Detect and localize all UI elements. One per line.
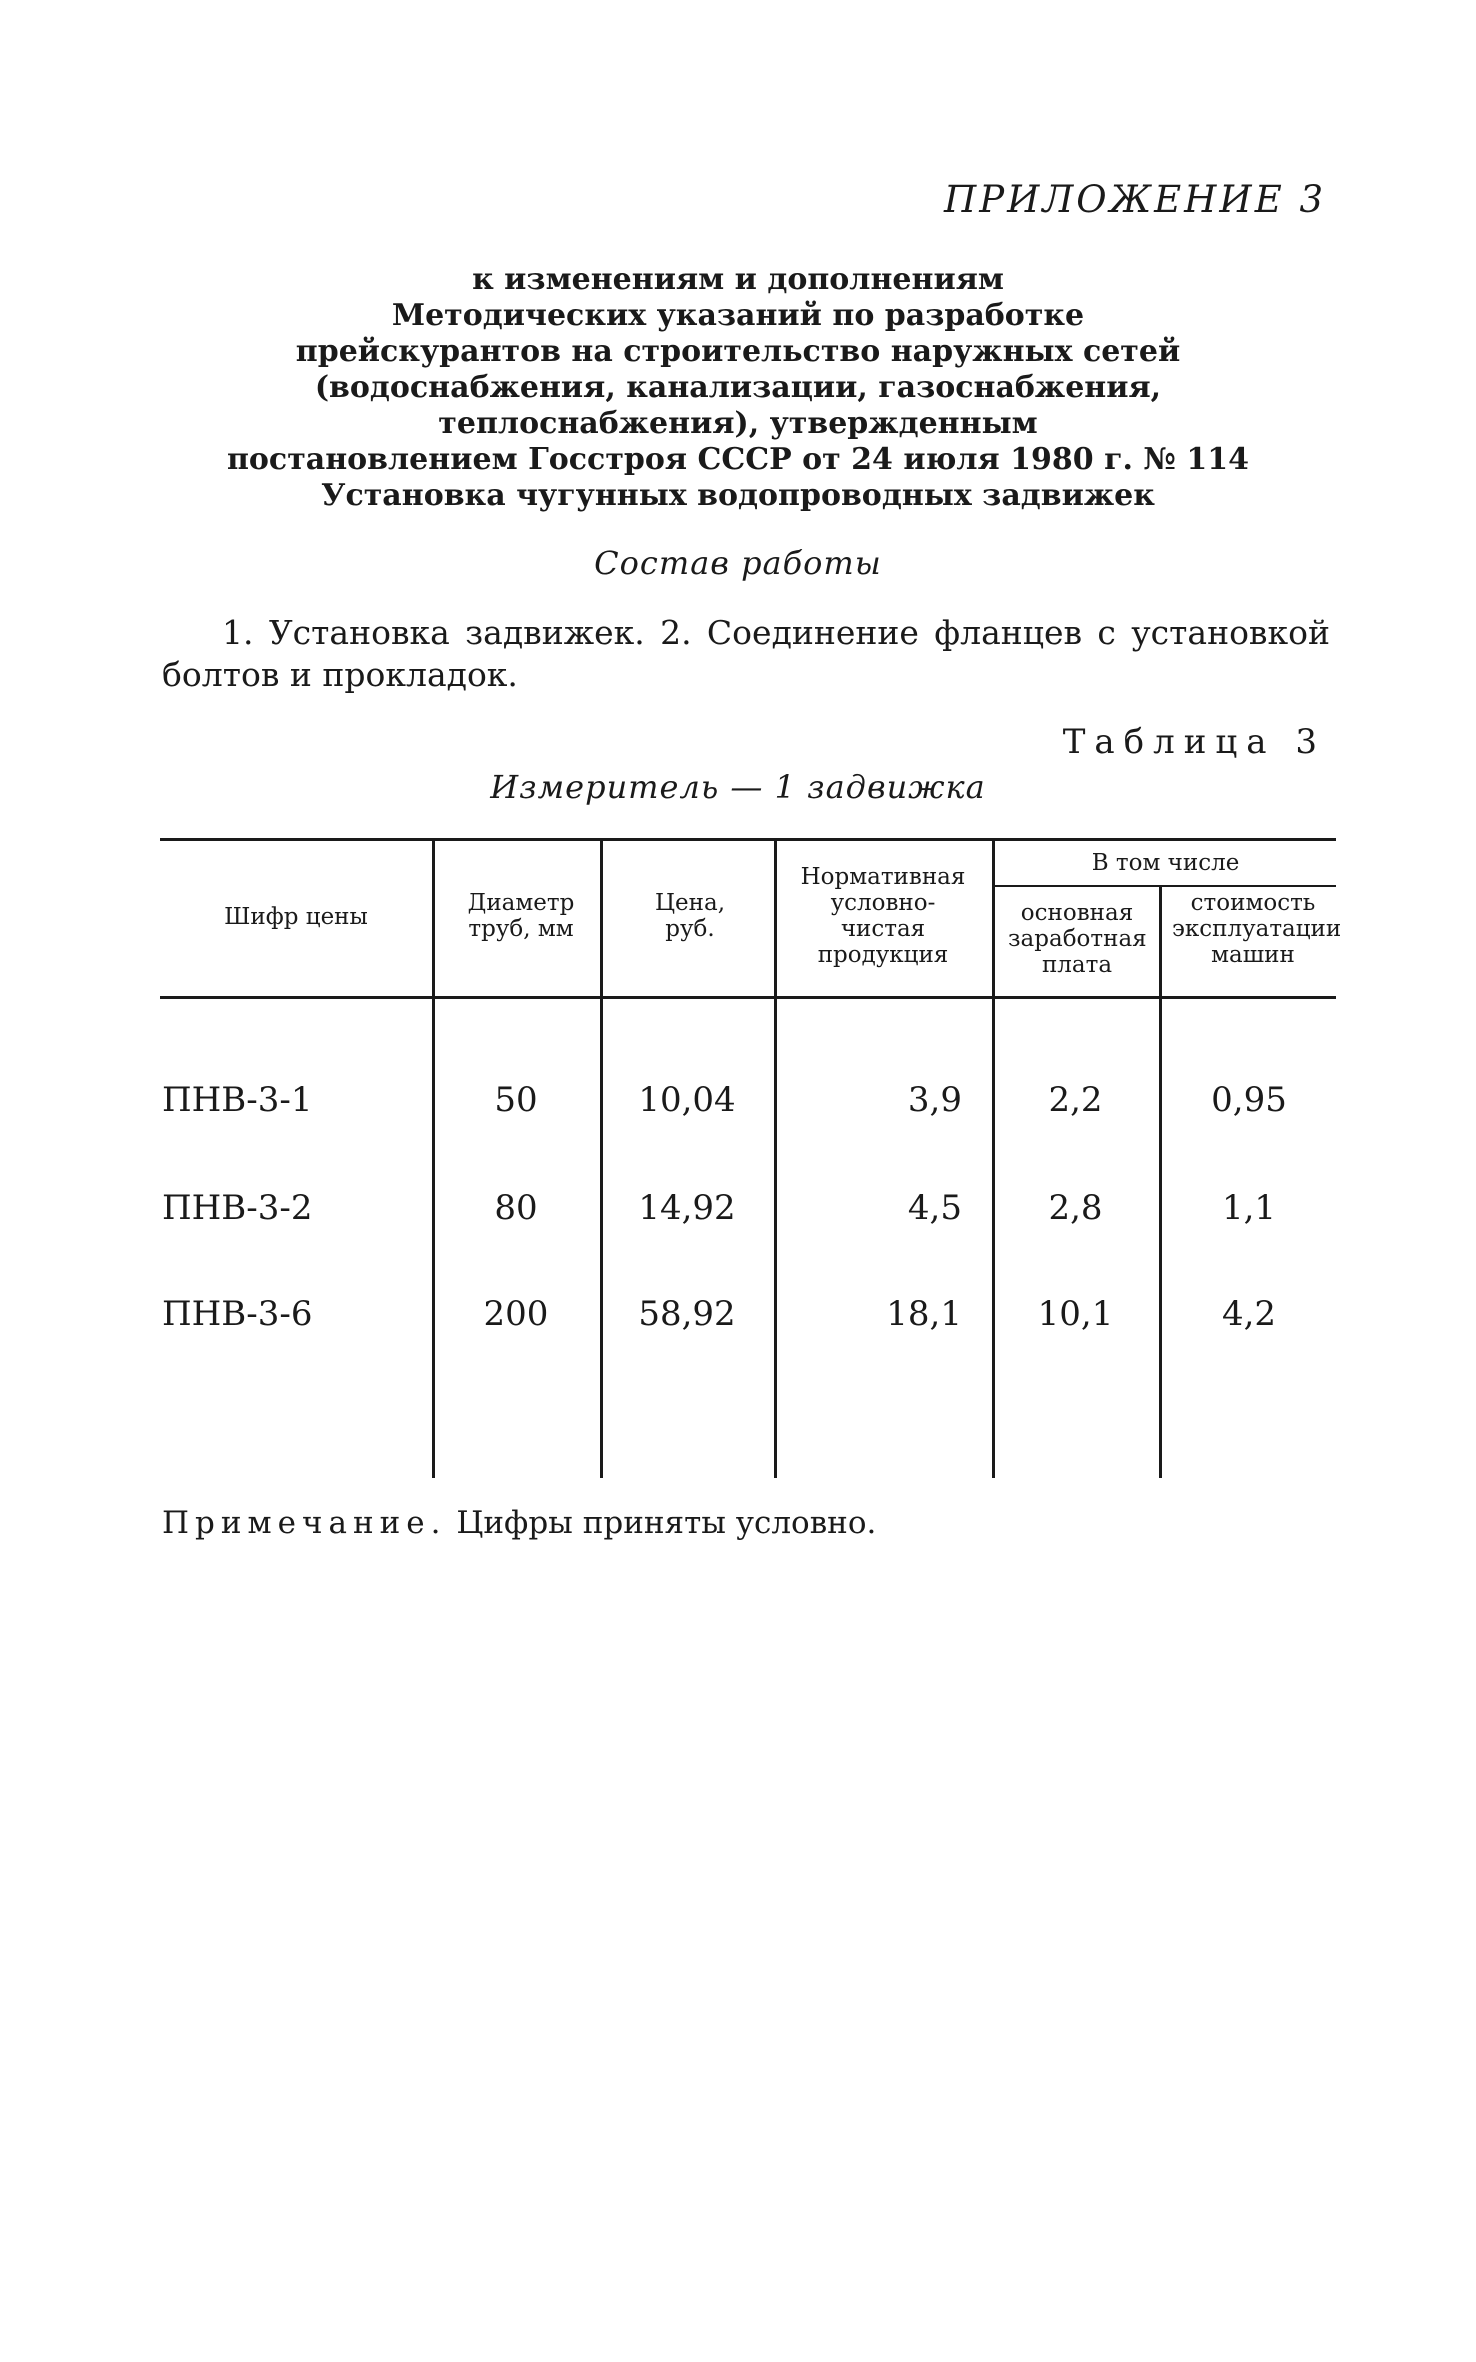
cell-code: ПНВ-3-2 bbox=[162, 1188, 313, 1228]
cell-code: ПНВ-3-6 bbox=[162, 1294, 313, 1334]
table-label: Таблица 3 bbox=[1062, 722, 1326, 762]
cell-diameter: 50 bbox=[494, 1080, 538, 1120]
table-column-divider bbox=[1159, 886, 1162, 1478]
header-including: В том числе bbox=[1091, 850, 1240, 876]
heading-line: Методических указаний по разработке bbox=[391, 298, 1085, 333]
table-column-divider bbox=[432, 838, 435, 1478]
cell-production: 18,1 bbox=[886, 1294, 962, 1334]
cell-production: 3,9 bbox=[907, 1080, 962, 1120]
appendix-label: ПРИЛОЖЕНИЕ 3 bbox=[943, 178, 1326, 221]
cell-price: 58,92 bbox=[638, 1294, 736, 1334]
work-composition-title: Состав работы bbox=[594, 544, 882, 582]
cell-wages: 10,1 bbox=[1037, 1294, 1114, 1334]
table-column-divider bbox=[774, 838, 777, 1478]
table-note bbox=[162, 1505, 876, 1541]
cell-diameter: 80 bbox=[494, 1188, 538, 1228]
cell-price: 14,92 bbox=[638, 1188, 736, 1228]
header-wages: основная заработная плата bbox=[1008, 900, 1147, 978]
header-code: Шифр цены bbox=[224, 904, 368, 930]
cell-machines: 4,2 bbox=[1221, 1294, 1277, 1334]
header-diameter: Диаметр труб, мм bbox=[467, 890, 575, 942]
heading-line: Установка чугунных водопроводных задвижек bbox=[321, 478, 1155, 513]
note-text: Цифры приняты условно. bbox=[456, 1505, 877, 1541]
cell-diameter: 200 bbox=[483, 1294, 549, 1334]
table-subheader-rule bbox=[992, 885, 1336, 887]
cell-machines: 0,95 bbox=[1211, 1080, 1287, 1120]
table-top-rule bbox=[160, 838, 1336, 841]
note-label: Примечание. bbox=[162, 1505, 447, 1541]
header-machines: стоимость эксплуатации машин bbox=[1172, 890, 1342, 968]
document-heading bbox=[0, 262, 1476, 514]
heading-line: прейскурантов на строительство наружных сетей bbox=[295, 334, 1181, 369]
heading-line: постановлением Госстроя СССР от 24 июля 1980 г. № 114 bbox=[226, 442, 1250, 477]
cell-wages: 2,8 bbox=[1048, 1188, 1103, 1228]
heading-line: к изменениям и дополнениям bbox=[472, 262, 1004, 297]
header-price: Цена, руб. bbox=[654, 890, 726, 942]
header-production: Нормативная условно-чистая продукция bbox=[800, 864, 966, 968]
cell-code: ПНВ-3-1 bbox=[162, 1080, 313, 1120]
cell-wages: 2,2 bbox=[1048, 1080, 1103, 1120]
heading-line: (водоснабжения, канализации, газоснабжения, bbox=[314, 370, 1162, 405]
work-composition-text: 1. Установка задвижек. 2. Соединение фланцев с установкой болтов и прокладок. bbox=[162, 613, 1330, 694]
cell-machines: 1,1 bbox=[1221, 1188, 1277, 1228]
table-column-divider bbox=[600, 838, 603, 1478]
heading-line: теплоснабжения), утвержденным bbox=[438, 406, 1038, 441]
measure-unit: Измеритель — 1 задвижка bbox=[490, 768, 986, 806]
cell-production: 4,5 bbox=[907, 1188, 962, 1228]
cell-price: 10,04 bbox=[638, 1080, 736, 1120]
table-column-divider bbox=[992, 838, 995, 1478]
